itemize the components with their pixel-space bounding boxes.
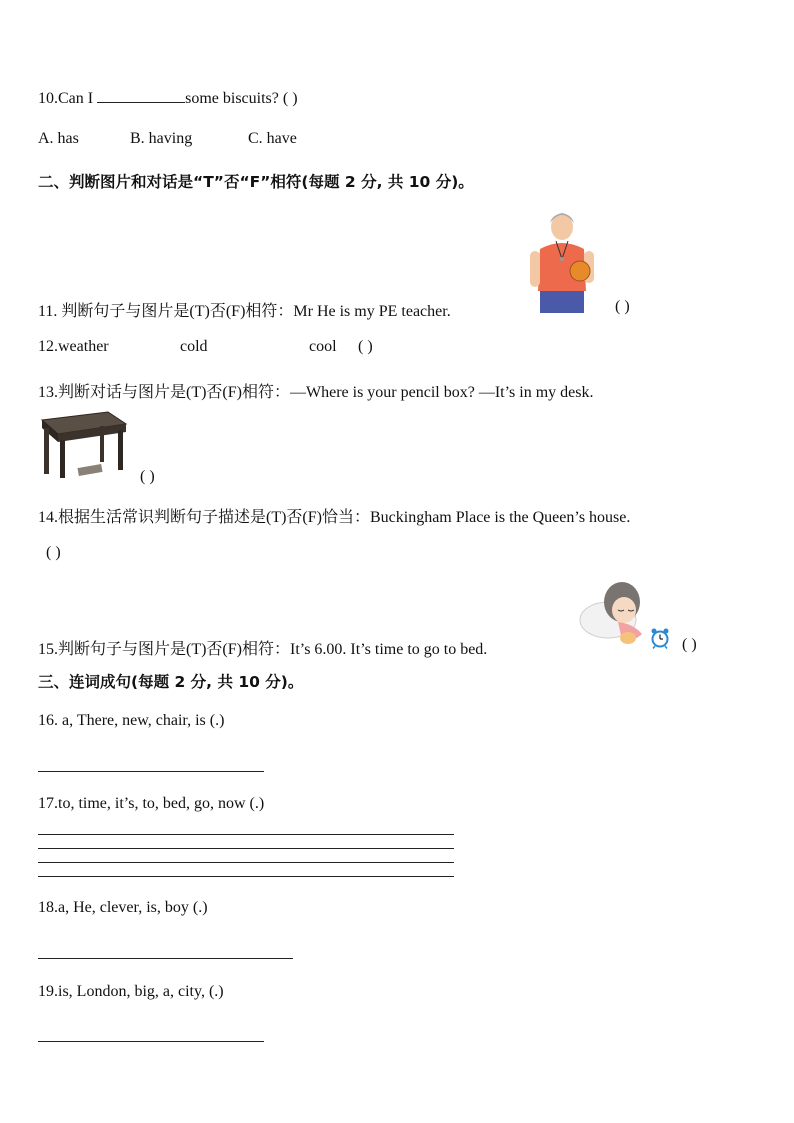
q18-answer-line[interactable]	[38, 958, 293, 959]
q12-word1: 12.weather	[38, 338, 109, 355]
q15-question: 15.判断句子与图片是(T)否(F)相符：It’s 6.00. It’s time to go to bed.	[38, 641, 488, 658]
q16-answer-line[interactable]	[38, 771, 264, 772]
q17-answer-line-3[interactable]	[38, 862, 454, 863]
q15-answer-paren[interactable]: ( )	[682, 636, 697, 653]
q17-answer-line-4[interactable]	[38, 876, 454, 877]
alarm-clock-icon	[650, 627, 670, 649]
q11-question: 11. 判断句子与图片是(T)否(F)相符：Mr He is my PE teacher.	[38, 303, 451, 320]
q10-option-b[interactable]: B. having	[130, 130, 193, 147]
q14-question: 14.根据生活常识判断句子描述是(T)否(F)恰当：Buckingham Place is the Queen’s house.	[38, 509, 631, 526]
q10-option-c[interactable]: C. have	[248, 130, 297, 147]
q17-answer-line-1[interactable]	[38, 834, 454, 835]
q10-blank[interactable]	[97, 88, 185, 103]
section3-heading: 三、连词成句(每题 2 分, 共 10 分)。	[38, 673, 304, 691]
q10-option-a[interactable]: A. has	[38, 130, 79, 147]
q10-prefix: 10.Can I	[38, 90, 98, 107]
q12-word3: cool	[309, 338, 337, 355]
q19-answer-line[interactable]	[38, 1041, 264, 1042]
q17-answer-line-2[interactable]	[38, 848, 454, 849]
q17-question: 17.to, time, it’s, to, bed, go, now (.)	[38, 795, 265, 812]
pe-teacher-illustration	[526, 207, 598, 313]
q10-suffix: some biscuits? ( )	[185, 90, 298, 107]
q13-question: 13.判断对话与图片是(T)否(F)相符：—Where is your pencil box? —It’s in my desk.	[38, 384, 594, 401]
q13-answer-paren[interactable]: ( )	[140, 468, 155, 485]
q12-word2: cold	[180, 338, 208, 355]
q14-answer-paren[interactable]: ( )	[46, 544, 61, 561]
q10-question	[38, 88, 298, 108]
q18-question: 18.a, He, clever, is, boy (.)	[38, 899, 208, 916]
q19-question: 19.is, London, big, a, city, (.)	[38, 983, 224, 1000]
section2-heading: 二、判断图片和对话是“T”否“F”相符(每题 2 分, 共 10 分)。	[38, 173, 474, 191]
q11-answer-paren[interactable]: ( )	[615, 298, 630, 315]
q12-answer-paren[interactable]: ( )	[358, 338, 373, 355]
desk-illustration	[38, 410, 130, 480]
q16-question: 16. a, There, new, chair, is (.)	[38, 712, 225, 729]
